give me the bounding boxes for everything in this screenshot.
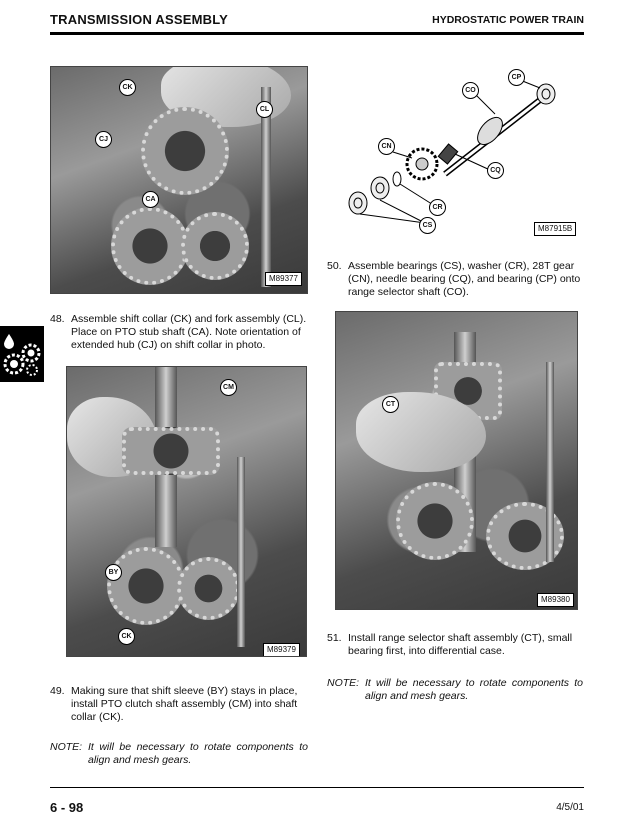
callout: CA [142,191,159,208]
figure-id: M89379 [263,643,300,657]
figure-id: M89380 [537,593,574,607]
step-text: Assemble shift collar (CK) and fork assembly (CL). Place on PTO stub shaft (CA). Note orientation of extended hub (CJ) on shift collar in photo. [71,313,307,351]
callout: CR [429,199,446,216]
figure-photo [66,366,307,657]
callout: CT [382,396,399,413]
shaft-assembly-drawing [340,66,582,242]
instruction-step [327,260,583,299]
figure-photo [50,66,308,294]
chapter-title: HYDROSTATIC POWER TRAIN [432,14,584,26]
note-text: It will be necessary to rotate components to align and mesh gears. [365,677,583,702]
step-number: 50. [327,260,342,272]
step-text: Assemble bearings (CS), washer (CR), 28T gear (CN), needle bearing (CQ), and bearing (CP) onto range selector shaft (CO). [348,260,581,298]
section-tab [0,326,44,382]
callout: CL [256,101,273,118]
callout: CP [508,69,525,86]
callout: CQ [487,162,504,179]
note-label: NOTE: [50,741,83,753]
note-text: It will be necessary to rotate components to align and mesh gears. [88,741,308,766]
step-text: Making sure that shift sleeve (BY) stays in place, install PTO clutch shaft assembly (CM) into shaft collar (CK). [71,685,298,723]
note-label: NOTE: [327,677,360,689]
header-rule [50,32,584,35]
step-number: 48. [50,313,65,325]
callout: BY [105,564,122,581]
instruction-step [50,313,308,352]
callout: CO [462,82,479,99]
step-number: 49. [50,685,65,697]
step-number: 51. [327,632,342,644]
callout: CN [378,138,395,155]
gears-oil-drop-icon [0,326,44,382]
instruction-step [50,685,308,724]
callout: CM [220,379,237,396]
footer-rule [50,787,584,788]
page-number: 6 - 98 [50,800,84,815]
section-title: TRANSMISSION ASSEMBLY [50,12,229,27]
exploded-diagram [340,66,582,242]
callout: CS [419,217,436,234]
revision-date: 4/5/01 [556,802,584,813]
callout: CJ [95,131,112,148]
note [50,741,308,767]
callout: CK [119,79,136,96]
figure-id: M89377 [265,272,302,286]
step-text: Install range selector shaft assembly (CT), small bearing first, into differential case. [348,632,573,657]
note [327,677,583,703]
instruction-step [327,632,583,658]
callout: CK [118,628,135,645]
figure-id: M87915B [534,222,576,236]
figure-photo [335,311,578,610]
